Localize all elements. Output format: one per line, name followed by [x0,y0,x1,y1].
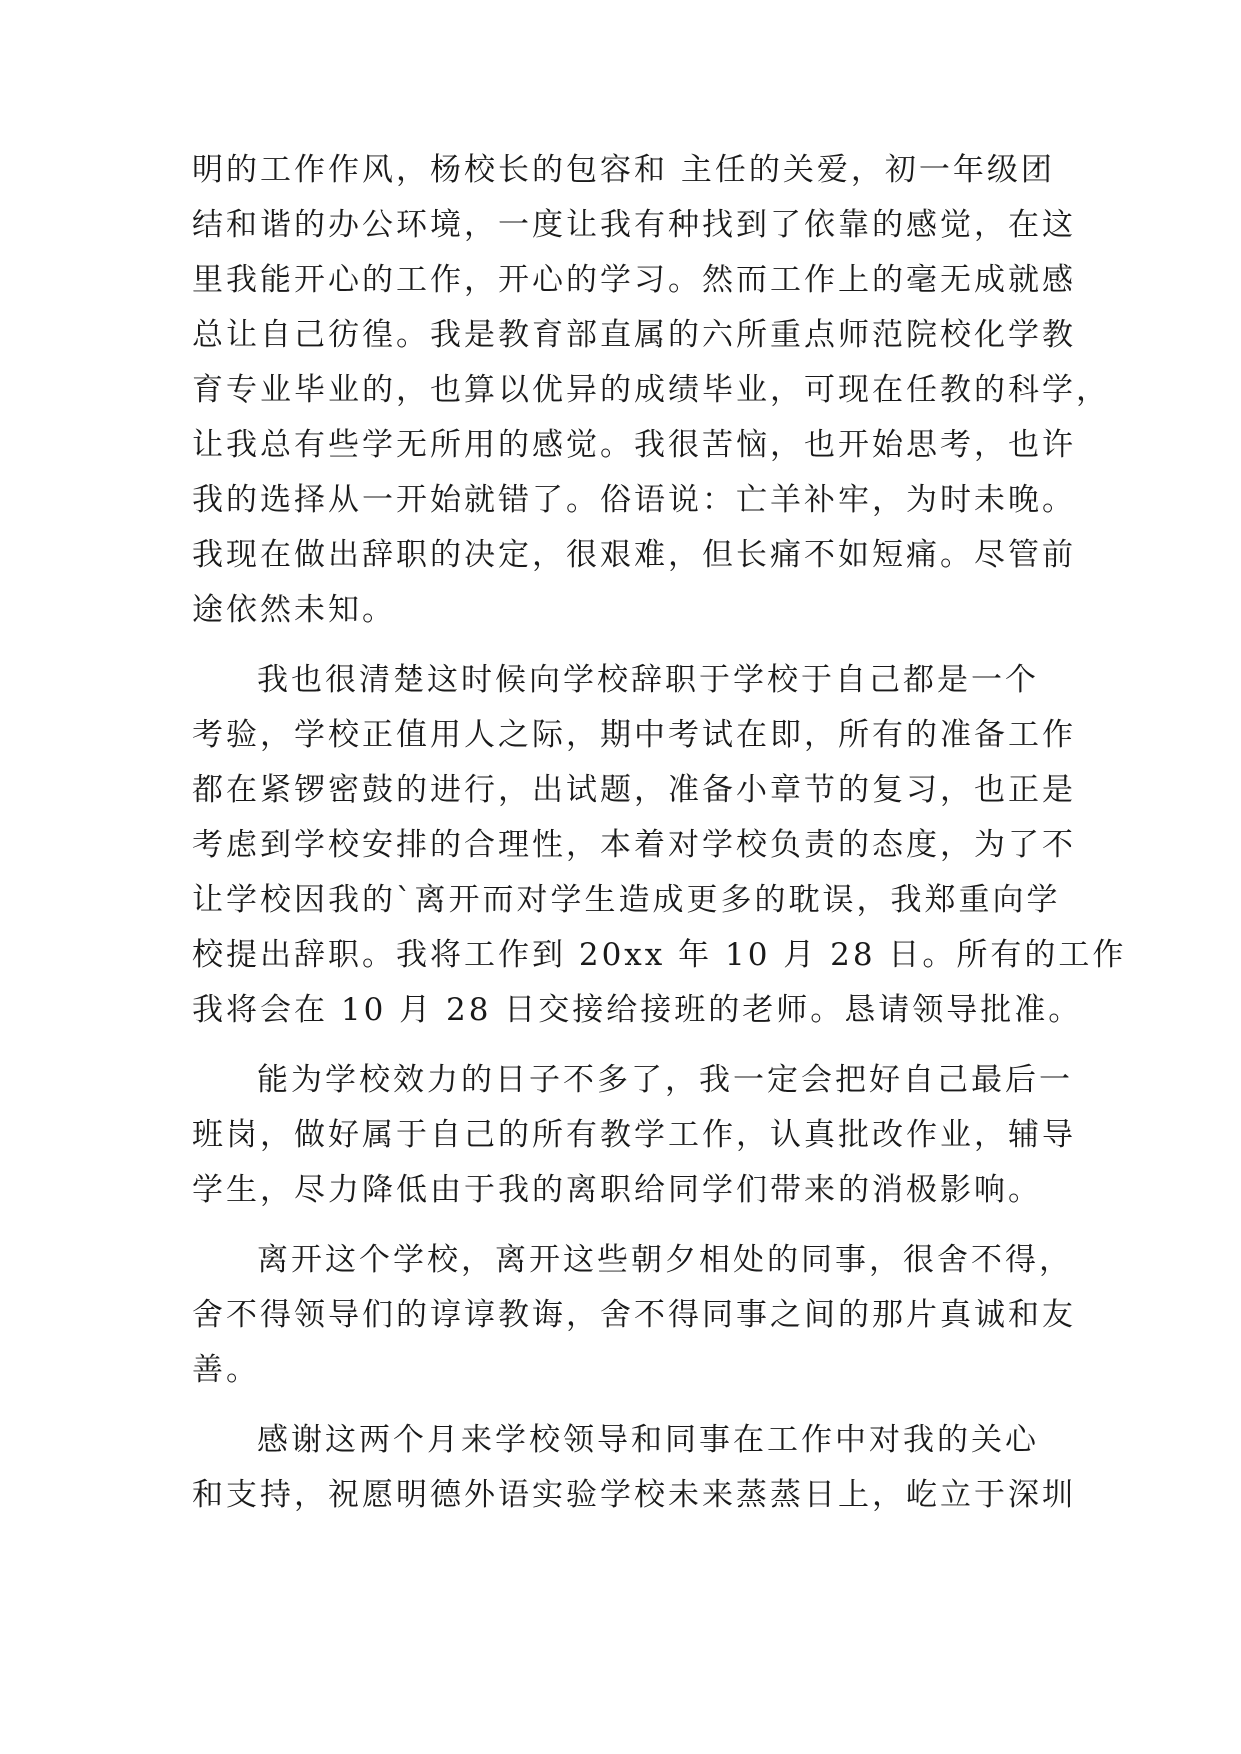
text-line: 舍不得领导们的谆谆教诲，舍不得同事之间的那片真诚和友 [192,1297,1076,1333]
paragraph-start-line: 离开这个学校，离开这些朝夕相处的同事，很舍不得， [257,1242,1073,1278]
paragraph-start-line: 我也很清楚这时候向学校辞职于学校于自己都是一个 [257,662,1039,698]
text-line: 善。 [192,1352,260,1388]
text-line: 总让自己彷徨。我是教育部直属的六所重点师范院校化学教 [192,317,1076,353]
text-line: 里我能开心的工作，开心的学习。然而工作上的毫无成就感 [192,262,1076,298]
text-line: 班岗，做好属于自己的所有教学工作，认真批改作业，辅导 [192,1117,1076,1153]
text-line: 学生，尽力降低由于我的离职给同学们带来的消极影响。 [192,1172,1042,1208]
text-line: 结和谐的办公环境，一度让我有种找到了依靠的感觉，在这 [192,207,1076,243]
paragraph-start-line: 感谢这两个月来学校领导和同事在工作中对我的关心 [257,1422,1039,1458]
text-line: 育专业毕业的，也算以优异的成绩毕业，可现在任教的科学， [192,372,1110,408]
text-line: 明的工作作风，杨校长的包容和 主任的关爱，初一年级团 [192,152,1055,188]
paragraph-start-line: 能为学校效力的日子不多了，我一定会把好自己最后一 [257,1062,1073,1098]
text-line: 我的选择从一开始就错了。俗语说：亡羊补牢，为时未晚。 [192,482,1076,518]
text-line: 都在紧锣密鼓的进行，出试题，准备小章节的复习，也正是 [192,772,1076,808]
text-line: 途依然未知。 [192,592,396,628]
text-line: 我将会在 10 月 28 日交接给接班的老师。恳请领导批准。 [192,992,1083,1028]
text-line: 让学校因我的`离开而对学生造成更多的耽误，我郑重向学 [192,882,1061,918]
text-line: 校提出辞职。我将工作到 20xx 年 10 月 28 日。所有的工作 [192,937,1127,973]
text-line: 让我总有些学无所用的感觉。我很苦恼，也开始思考，也许 [192,427,1076,463]
text-line: 考虑到学校安排的合理性，本着对学校负责的态度，为了不 [192,827,1076,863]
text-line: 我现在做出辞职的决定，很艰难，但长痛不如短痛。尽管前 [192,537,1076,573]
text-line: 考验，学校正值用人之际，期中考试在即，所有的准备工作 [192,717,1076,753]
text-line: 和支持，祝愿明德外语实验学校未来蒸蒸日上，屹立于深圳 [192,1477,1076,1513]
